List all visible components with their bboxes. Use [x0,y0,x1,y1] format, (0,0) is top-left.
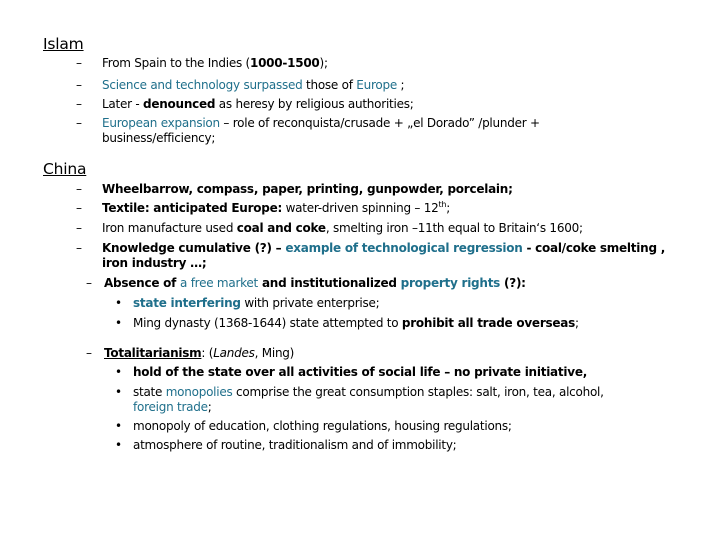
bullet: • [115,385,123,399]
islam-item-4-cont: business/efficiency; [102,131,216,145]
dash: – [76,78,82,92]
dash: – [86,276,92,290]
bullet: • [115,316,123,330]
china-item-2: Textile: anticipated Europe: water-driven spinning – 12th; [102,200,451,215]
china-subitem-1: state interfering with private enterprise; [133,296,380,310]
dash: – [76,182,82,196]
china-item-4: Knowledge cumulative (?) – example of technological regression - coal/coke smelting , [102,241,666,255]
dash: – [76,201,82,215]
dash: – [76,221,82,235]
china-subitem-2: Ming dynasty (1368-1644) state attempted to prohibit all trade overseas; [133,316,579,330]
bullet: • [115,438,123,452]
china-item-5: Absence of a free market and institutionalized property rights (?): [104,276,526,290]
totalitarianism-subitem-1: hold of the state over all activities of social life – no private initiative, [133,365,588,379]
china-item-3: Iron manufacture used coal and coke, smelting iron –11th equal to Britain‘s 1600; [102,221,583,235]
heading-china: China [43,160,87,178]
heading-islam: Islam [43,35,84,53]
islam-item-4: European expansion – role of reconquista/crusade + „el Dorado” /plunder + [102,116,540,130]
dash: – [76,241,82,255]
totalitarianism-item: Totalitarianism: (Landes, Ming) [104,346,295,360]
china-item-1: Wheelbarrow, compass, paper, printing, gunpowder, porcelain; [102,182,513,196]
bullet: • [115,365,123,379]
totalitarianism-subitem-2: state monopolies comprise the great consumption staples: salt, iron, tea, alcohol, [133,385,604,399]
bullet: • [115,296,123,310]
dash: – [76,116,82,130]
totalitarianism-subitem-4: atmosphere of routine, traditionalism and of immobility; [133,438,457,452]
islam-item-1: From Spain to the Indies (1000-1500); [102,56,328,70]
islam-item-3: Later - denounced as heresy by religious authorities; [102,97,414,111]
dash: – [76,97,82,111]
dash: – [86,346,92,360]
islam-item-2: Science and technology surpassed those of Europe ; [102,78,405,92]
totalitarianism-subitem-3: monopoly of education, clothing regulations, housing regulations; [133,419,512,433]
china-item-4-cont: iron industry …; [102,256,207,270]
totalitarianism-subitem-2-cont: foreign trade; [133,400,212,414]
dash: – [76,56,82,70]
bullet: • [115,419,123,433]
